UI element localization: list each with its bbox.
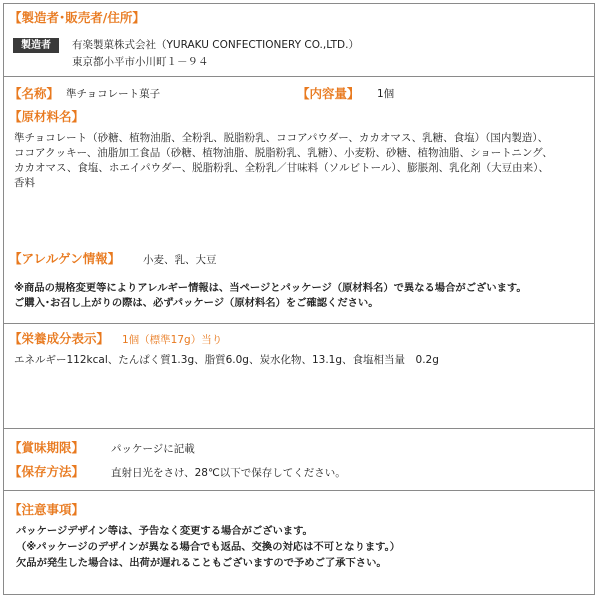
divider bbox=[3, 428, 595, 429]
maker-heading: 【製造者･販売者/住所】 bbox=[9, 10, 145, 25]
ingredients-line: ココアクッキー、油脂加工食品（砂糖、植物油脂、脱脂粉乳、乳糖）、小麦粉、砂糖、植物油脂、ショートニング、 bbox=[14, 147, 553, 159]
nutrition-heading: 【栄養成分表示】 bbox=[9, 331, 110, 346]
maker-company: 有楽製菓株式会社（YURAKU CONFECTIONERY CO.,LTD.） bbox=[72, 39, 359, 51]
expiry-heading: 【賞味期限】 bbox=[9, 440, 85, 455]
allergen-value: 小麦、乳、大豆 bbox=[143, 254, 217, 266]
allergen-heading: 【アレルゲン情報】 bbox=[9, 251, 121, 266]
maker-address: 東京都小平市小川町１－９４ bbox=[72, 56, 209, 68]
storage-value: 直射日光をさけ、28℃以下で保存してください。 bbox=[111, 467, 346, 479]
allergen-note-line: ご購入･お召し上がりの際は、必ずパッケージ（原材料名）をご確認ください。 bbox=[14, 297, 379, 309]
ingredients-heading: 【原材料名】 bbox=[9, 109, 85, 124]
divider bbox=[3, 76, 595, 77]
ingredients-line: 準チョコレート（砂糖、植物油脂、全粉乳、脱脂粉乳、ココアパウダー、カカオマス、乳糖、食塩）（国内製造）、 bbox=[14, 132, 549, 144]
notes-line: （※パッケージのデザインが異なる場合でも返品、交換の対応は不可となります。） bbox=[16, 541, 401, 553]
name-value: 準チョコレート菓子 bbox=[66, 88, 161, 100]
notes-line: パッケージデザイン等は、予告なく変更する場合がございます。 bbox=[16, 525, 313, 537]
ingredients-list bbox=[14, 131, 553, 191]
divider bbox=[3, 323, 595, 324]
content-heading: 【内容量】 bbox=[297, 86, 360, 101]
content-value: 1個 bbox=[377, 88, 395, 100]
ingredients-line: カカオマス、食塩、ホエイパウダー、脱脂粉乳、全粉乳／甘味料（ソルビトール）、膨脹剤、乳化剤（大豆由来）、 bbox=[14, 162, 549, 174]
storage-heading: 【保存方法】 bbox=[9, 464, 85, 479]
notes-heading: 【注意事項】 bbox=[9, 502, 85, 517]
name-heading: 【名称】 bbox=[9, 86, 60, 101]
notes-line: 欠品が発生した場合は、出荷が遅れることもございますので予めご了承下さい。 bbox=[16, 557, 387, 569]
allergen-note bbox=[14, 281, 527, 311]
allergen-note-line: ※商品の規格変更等によりアレルギー情報は、当ページとパッケージ（原材料名）で異なる場合がございます。 bbox=[14, 282, 527, 294]
expiry-value: パッケージに記載 bbox=[111, 443, 195, 455]
maker-badge: 製造者 bbox=[13, 38, 59, 53]
nutrition-values: エネルギー112kcal、たんぱく質1.3g、脂質6.0g、炭水化物、13.1g、食塩相当量 0.2g bbox=[14, 354, 439, 366]
nutrition-basis: 1個（標準17g）当り bbox=[122, 334, 223, 346]
divider bbox=[3, 490, 595, 491]
notes-list bbox=[16, 523, 400, 571]
ingredients-line: 香料 bbox=[14, 177, 35, 189]
